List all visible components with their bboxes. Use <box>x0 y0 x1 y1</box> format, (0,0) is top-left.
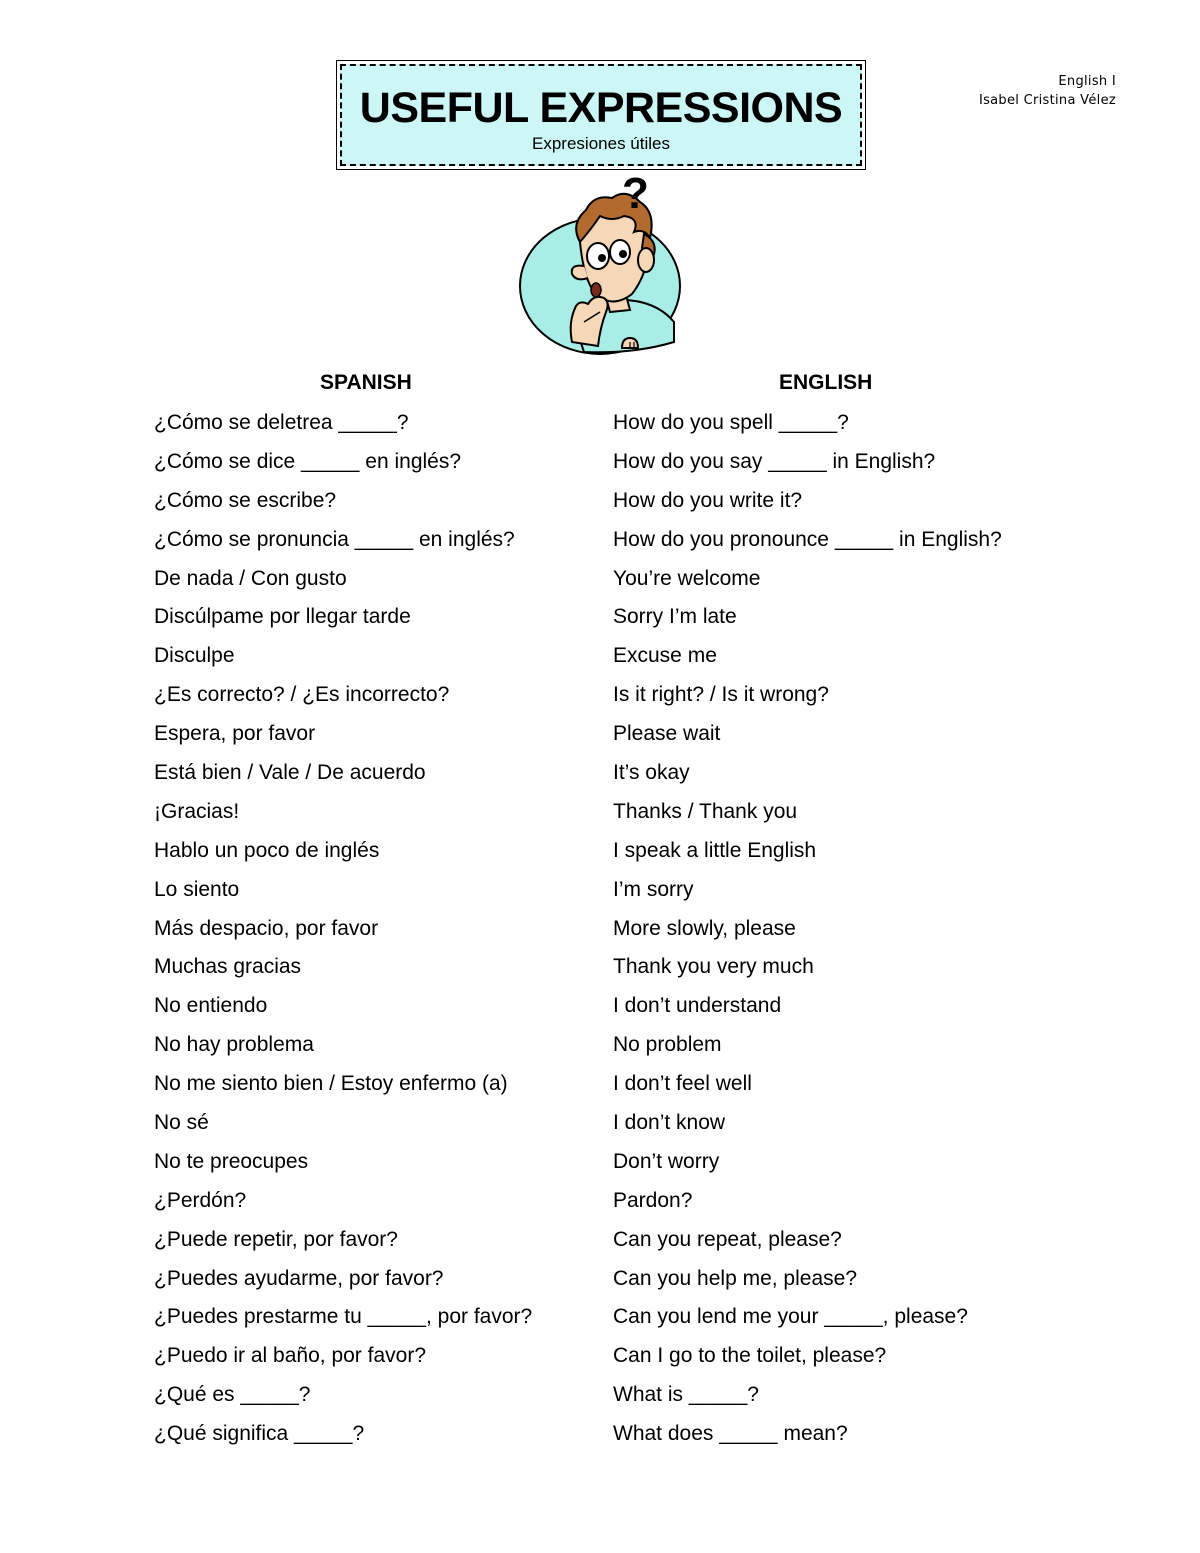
english-expression: Can you lend me your _____, please? <box>613 1305 968 1329</box>
english-expression: How do you spell _____? <box>613 411 849 434</box>
spanish-expression: ¿Puedes prestarme tu _____, por favor? <box>154 1305 533 1329</box>
spanish-expression: ¿Puedo ir al baño, por favor? <box>154 1344 426 1368</box>
spanish-expression: ¿Qué es _____? <box>154 1383 311 1407</box>
english-expression-list <box>613 410 1002 1460</box>
english-expression: I don’t know <box>613 1111 726 1135</box>
spanish-expression: No hay problema <box>154 1033 314 1057</box>
english-expression: Sorry I’m late <box>613 605 737 629</box>
course-name: English I <box>1058 74 1116 89</box>
question-mark: ? <box>622 172 649 218</box>
english-column-header: ENGLISH <box>779 371 873 394</box>
spanish-expression: No me siento bien / Estoy enfermo (a) <box>154 1072 508 1096</box>
spanish-expression: No te preocupes <box>154 1149 309 1173</box>
english-expression: I don’t understand <box>613 994 782 1018</box>
spanish-expression: ¡Gracias! <box>154 799 240 823</box>
english-expression: How do you pronounce _____ in English? <box>613 527 1002 551</box>
english-expression: Is it right? / Is it wrong? <box>613 683 829 707</box>
english-expression: Thank you very much <box>613 955 814 979</box>
spanish-expression: ¿Es correcto? / ¿Es incorrecto? <box>154 683 450 707</box>
english-expression: Pardon? <box>613 1188 693 1212</box>
english-expression: What is _____? <box>613 1383 759 1407</box>
spanish-expression: ¿Cómo se escribe? <box>154 488 337 512</box>
english-expression: I speak a little English <box>613 838 817 862</box>
spanish-expression: ¿Puedes ayudarme, por favor? <box>154 1266 444 1290</box>
spanish-expression: De nada / Con gusto <box>154 566 347 590</box>
spanish-expression: ¿Cómo se deletrea _____? <box>154 411 409 434</box>
page-title: USEFUL EXPRESSIONS <box>359 84 843 132</box>
english-expression: How do you write it? <box>613 488 803 512</box>
spanish-expression-list <box>154 410 532 1460</box>
spanish-expression: Muchas gracias <box>154 955 302 979</box>
title-box <box>340 64 862 166</box>
confused-person-icon <box>514 172 690 362</box>
spanish-expression: Está bien / Vale / De acuerdo <box>154 761 426 785</box>
english-expression: More slowly, please <box>613 916 796 940</box>
english-expression: Please wait <box>613 722 721 746</box>
spanish-expression: Más despacio, por favor <box>154 916 379 940</box>
spanish-expression: No entiendo <box>154 994 268 1018</box>
english-expression: I’m sorry <box>613 877 694 901</box>
english-expression: Can you help me, please? <box>613 1266 857 1290</box>
spanish-expression: Disculpe <box>154 644 235 668</box>
english-expression: Don’t worry <box>613 1149 720 1173</box>
english-expression: It’s okay <box>613 761 690 785</box>
spanish-expression: Espera, por favor <box>154 722 316 746</box>
spanish-expression: Discúlpame por llegar tarde <box>154 605 411 629</box>
course-info <box>979 72 1116 110</box>
spanish-expression: ¿Puede repetir, por favor? <box>154 1227 398 1251</box>
spanish-expression: No sé <box>154 1111 209 1135</box>
english-expression: Can I go to the toilet, please? <box>613 1344 887 1368</box>
english-expression: Excuse me <box>613 644 717 668</box>
spanish-expression: ¿Qué significa _____? <box>154 1422 365 1446</box>
english-expression: No problem <box>613 1033 722 1057</box>
spanish-expression: Hablo un poco de inglés <box>154 838 380 862</box>
spanish-column-header: SPANISH <box>320 371 412 394</box>
english-expression: Can you repeat, please? <box>613 1227 842 1251</box>
spanish-expression: ¿Cómo se dice _____ en inglés? <box>154 449 462 473</box>
spanish-expression: ¿Perdón? <box>154 1188 247 1212</box>
page-subtitle: Expresiones útiles <box>532 134 670 153</box>
english-expression: What does _____ mean? <box>613 1422 848 1446</box>
english-expression: Thanks / Thank you <box>613 799 798 823</box>
spanish-expression: ¿Cómo se pronuncia _____ en inglés? <box>154 527 515 551</box>
english-expression: You’re welcome <box>613 566 761 590</box>
english-expression: I don’t feel well <box>613 1072 752 1096</box>
author-name: Isabel Cristina Vélez <box>978 93 1116 108</box>
spanish-expression: Lo siento <box>154 877 240 901</box>
english-expression: How do you say _____ in English? <box>613 449 936 473</box>
